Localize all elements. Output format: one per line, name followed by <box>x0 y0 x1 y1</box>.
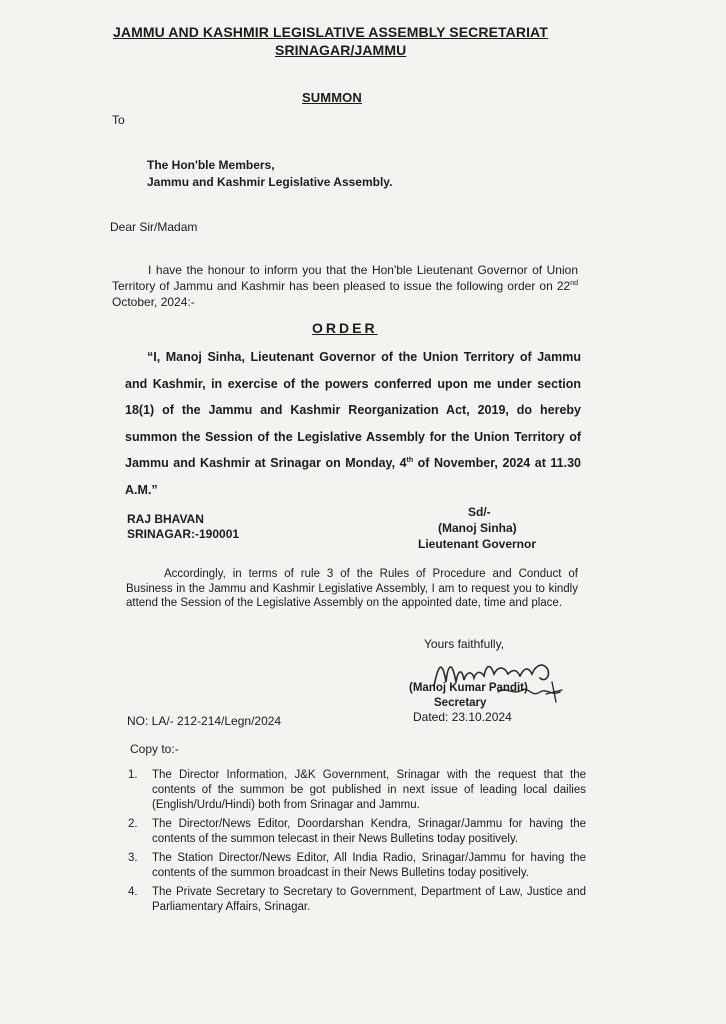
lg-sd: Sd/- <box>468 505 491 519</box>
yours-faithfully: Yours faithfully, <box>424 637 505 651</box>
to-label: To <box>112 113 125 127</box>
order-text: “I, Manoj Sinha, Lieutenant Governor of the Union Territory of Jammu and Kashmir, in exercise of the powers conferred upon me under section 18(1) of the Jammu and Kashmir Reorganization Act, 2019, do hereby summon the Session of the Legislative Assembly for the Union Territory of Jammu and Kashmir at Srinagar on Monday, 4 <box>125 350 581 470</box>
copy-to-label: Copy to:- <box>130 742 179 756</box>
intro-paragraph <box>112 262 578 310</box>
copy-to-item-text: The Director/News Editor, Doordarshan Kendra, Srinagar/Jammu for having the contents of the summon telecast in their News Bulletins today positively. <box>152 818 586 845</box>
copy-to-item <box>128 817 586 847</box>
copy-to-item <box>128 851 586 881</box>
addressee-line-1: The Hon'ble Members, <box>147 158 275 172</box>
salutation: Dear Sir/Madam <box>110 220 198 234</box>
order-paragraph <box>125 344 581 503</box>
document-title: SUMMON <box>302 90 362 105</box>
signature-date: Dated: 23.10.2024 <box>413 710 512 724</box>
copy-to-items <box>128 768 586 915</box>
copy-to-item-text: The Private Secretary to Secretary to Government, Department of Law, Justice and Parliamentary Affairs, Srinagar. <box>152 886 586 913</box>
order-text-end: of November, 2024 at 11.30 A.M.” <box>125 456 582 497</box>
reference-number: NO: LA/- 212-214/Legn/2024 <box>127 714 282 728</box>
addressee-line-2: Jammu and Kashmir Legislative Assembly. <box>147 175 393 189</box>
secretary-designation: Secretary <box>434 697 487 709</box>
copy-to-item-number: 1. <box>128 769 138 781</box>
copy-to-item-number: 2. <box>128 818 138 830</box>
lg-name: (Manoj Sinha) <box>438 521 517 535</box>
intro-text: I have the honour to inform you that the Hon'ble Lieutenant Governor of Union Territory of Jammu and Kashmir has been pleased to issue the following order on 22 <box>112 263 578 293</box>
header-line-2: SRINAGAR/JAMMU <box>275 42 407 58</box>
raj-bhavan-line-2: SRINAGAR:-190001 <box>127 527 240 541</box>
intro-date-suffix: nd <box>570 280 578 287</box>
copy-to-item-text: The Station Director/News Editor, All India Radio, Srinagar/Jammu for having the contents of the summon broadcast in their News Bulletins today positively. <box>152 852 586 879</box>
copy-to-item-text: The Director Information, J&K Government, Srinagar with the request that the contents of the summon be got published in next issue of leading local dailies (English/Urdu/Hindi) both from Srinagar and Jammu. <box>152 769 586 811</box>
copy-to-item-number: 3. <box>128 852 138 864</box>
copy-to-item-number: 4. <box>128 886 138 898</box>
raj-bhavan-line-1: RAJ BHAVAN <box>127 512 204 526</box>
copy-to-list <box>128 768 586 919</box>
intro-text-end: October, 2024:- <box>112 295 195 309</box>
order-title: ORDER <box>312 320 378 336</box>
order-date-suffix: th <box>406 456 414 464</box>
header-line-1: JAMMU AND KASHMIR LEGISLATIVE ASSEMBLY SECRETARIAT <box>113 24 548 40</box>
copy-to-item <box>128 768 586 813</box>
lg-designation: Lieutenant Governor <box>418 537 537 551</box>
secretary-name: (Manoj Kumar Pandit) <box>409 682 528 694</box>
copy-to-item <box>128 885 586 915</box>
request-paragraph: Accordingly, in terms of rule 3 of the Rules of Procedure and Conduct of Business in the Jammu and Kashmir Legislative Assembly, I am to request you to kindly attend the Session of the Legislative Assembly on the appointed date, time and place. <box>126 568 578 609</box>
